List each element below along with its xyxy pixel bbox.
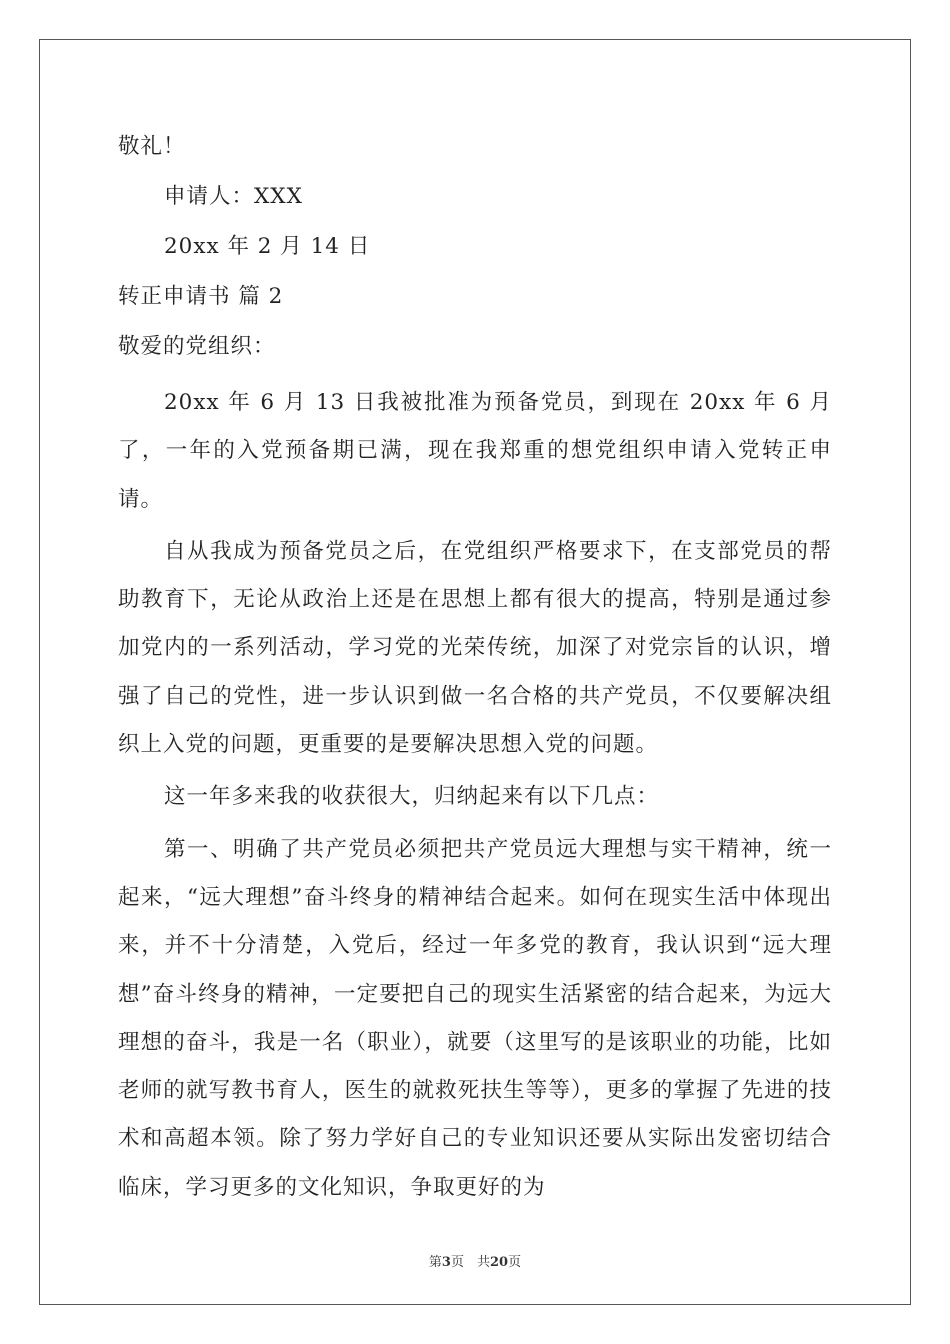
paragraph: 第一、明确了共产党员必须把共产党员远大理想与实干精神，统一起来，“远大理想”奋斗终身的精神结合起来。如何在现实生活中体现出来，并不十分清楚，入党后，经过一年多党的教育，我认识到“远大理想”奋斗终身的精神，一定要把自己的现实生活紧密的结合起来，为远大理想的奋斗，我是一名（职业），就要（这里写的是该职业的功能，比如老师的就写教书育人，医生的就救死扶生等等），更多的掌握了先进的技术和高超本领。除了努力学好自己的专业知识还要从实际出发密切结合临床，学习更多的文化知识，争取更好的为 <box>118 836 832 1200</box>
paragraph: 这一年多来我的收获很大，归纳起来有以下几点： <box>164 784 660 810</box>
paragraph: 自从我成为预备党员之后，在党组织严格要求下，在支部党员的帮助教育下，无论从政治上还是在思想上都有很大的提高，特别是通过参加党内的一系列活动，学习党的光荣传统，加深了对党宗旨的认识，增强了自己的党性，进一步认识到做一名合格的共产党员，不仅要解决组织上入党的问题，更重要的是要解决思想入党的问题。 <box>118 538 832 758</box>
footer-suffix: 页 <box>508 1255 522 1270</box>
paragraph: 20xx 年 6 月 13 日我被批准为预备党员，到现在 20xx 年 6 月了，一年的入党预备期已满，现在我郑重的想党组织申请入党转正申请。 <box>118 390 832 512</box>
salute-line: 敬礼！ <box>118 134 186 159</box>
footer-prefix: 第 <box>428 1255 442 1270</box>
footer-page-number: 3 <box>441 1255 451 1270</box>
page-footer <box>0 1251 950 1270</box>
section-title: 转正申请书 篇 2 <box>118 284 284 309</box>
greeting-line: 敬爱的党组织： <box>118 334 276 359</box>
footer-middle: 页 共 <box>450 1255 490 1270</box>
footer-total-pages: 20 <box>489 1255 509 1270</box>
applicant-line: 申请人：XXX <box>164 184 303 209</box>
date-line: 20xx 年 2 月 14 日 <box>164 234 371 259</box>
document-body <box>118 127 832 1212</box>
